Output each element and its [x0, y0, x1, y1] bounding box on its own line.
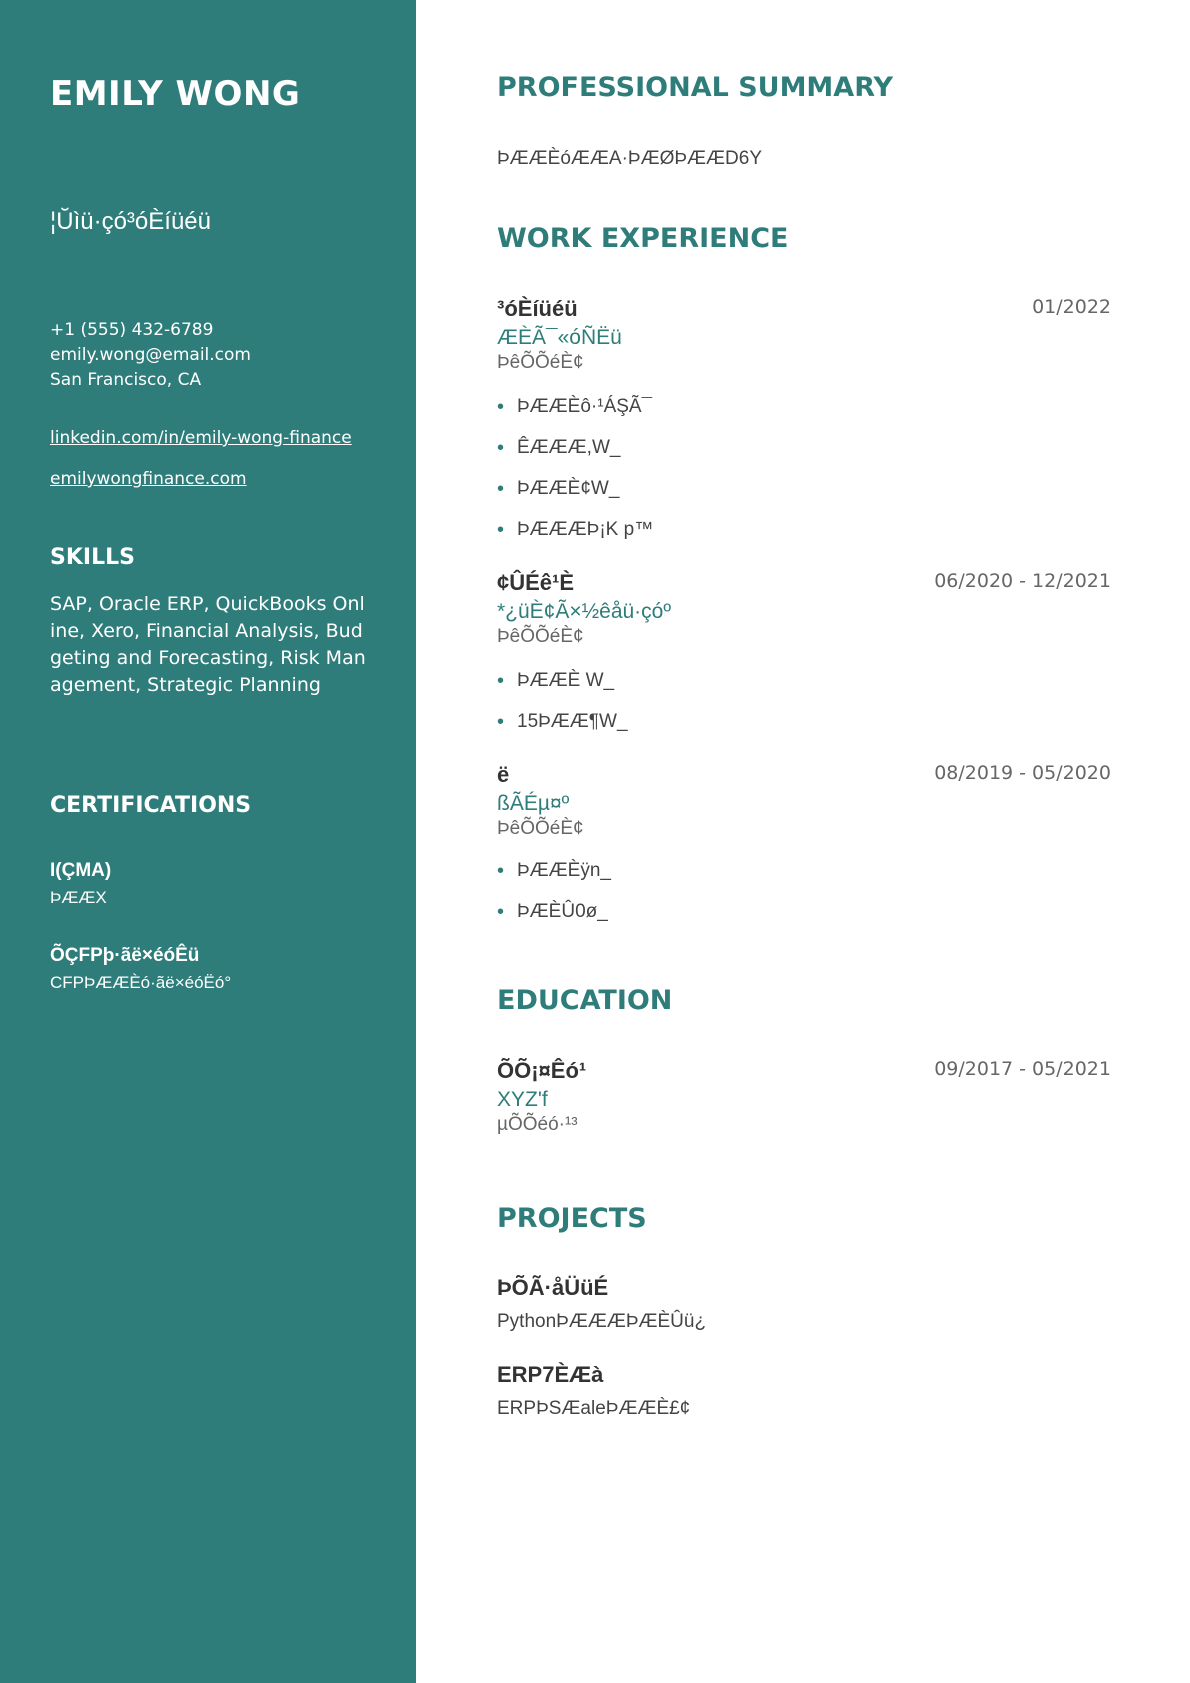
project-entry: [497, 1275, 1111, 1333]
job-location: ÞêÕÕéÈ¢: [497, 626, 584, 647]
website-link[interactable]: emilywongfinance.com: [50, 469, 247, 489]
experience-heading: WORK EXPERIENCE: [497, 223, 789, 254]
education-heading: EDUCATION: [497, 985, 673, 1016]
email: emily.wong@email.com: [50, 345, 251, 365]
job-company: ßÃÉµ¤º: [497, 792, 570, 815]
skills-heading: SKILLS: [50, 545, 135, 570]
job-bullet: • ÞÆÆÈ¢W_: [497, 478, 619, 500]
certification-item: [50, 945, 231, 993]
job-entry: [497, 762, 1111, 922]
projects-heading: PROJECTS: [497, 1203, 647, 1234]
job-bullet: • ÞÆÆÈÿn_: [497, 860, 611, 882]
job-bullet: • ÞÆÆÈ W_: [497, 670, 614, 692]
candidate-title: ¦Ŭìü·çó³óÈíüéü: [50, 208, 211, 235]
job-entry: [497, 570, 1111, 732]
certifications-heading: CERTIFICATIONS: [50, 793, 252, 818]
certification-issuer: CFPÞÆÆÈó·ãë×éóËó°: [50, 973, 232, 992]
contact-block: [50, 318, 251, 393]
project-entry: [497, 1362, 1111, 1420]
education-date: 09/2017 - 05/2021: [934, 1058, 1111, 1080]
project-name: ERP7ÈÆà: [497, 1362, 604, 1387]
job-title: ¢ÛÉê¹È: [497, 570, 575, 595]
summary-text: ÞÆÆÈóÆÆA·ÞÆØÞÆÆD6Y: [497, 148, 762, 169]
education-degree: ÕÕ¡¤Êó¹: [497, 1058, 587, 1083]
education-field: µÕÕéó·¹³: [497, 1114, 578, 1135]
job-bullet: • 15ÞÆÆ¶W_: [497, 711, 628, 733]
job-company: ÆÈÃ¯«óÑËü: [497, 326, 622, 349]
project-description: ERPÞSÆaleÞÆÆÈ£¢: [497, 1398, 691, 1419]
location: San Francisco, CA: [50, 370, 202, 390]
linkedin-link[interactable]: linkedin.com/in/emily-wong-finance: [50, 428, 352, 448]
job-entry: [497, 296, 1111, 540]
summary-heading: PROFESSIONAL SUMMARY: [497, 72, 894, 103]
job-date: 01/2022: [1032, 296, 1111, 318]
education-entry: [497, 1058, 1111, 1136]
job-location: ÞêÕÕéÈ¢: [497, 818, 584, 839]
phone: +1 (555) 432-6789: [50, 320, 214, 340]
job-location: ÞêÕÕéÈ¢: [497, 352, 584, 373]
job-title: ë: [497, 762, 510, 787]
job-bullet: • ÊÆÆÆ,W_: [497, 437, 620, 459]
project-description: PythonÞÆÆÆÞÆÈÛü¿: [497, 1311, 707, 1332]
job-bullet: • ÞÆÆÈô·¹ÁŞÃ¯: [497, 396, 652, 418]
job-company: *¿üÈ¢Ã×½êåü·çóº: [497, 600, 672, 623]
candidate-name: EMILY WONG: [50, 74, 301, 114]
education-school: XYZ'f: [497, 1088, 548, 1111]
job-date: 08/2019 - 05/2020: [934, 762, 1111, 784]
main-content: [497, 0, 1111, 1683]
project-name: ÞÕÃ·åÜüÉ: [497, 1275, 609, 1300]
job-bullet: • ÞÆÈÛ0ø_: [497, 901, 608, 923]
job-date: 06/2020 - 12/2021: [934, 570, 1111, 592]
sidebar: [0, 0, 416, 1683]
skills-list: SAP, Oracle ERP, QuickBooks Online, Xero, Financial Analysis, Budgeting and Forecasting, Risk Management, Strategic Planning: [50, 593, 366, 696]
certification-name: I(ÇMA): [50, 860, 112, 881]
certification-item: [50, 860, 111, 908]
job-title: ³óÈíüéü: [497, 296, 578, 321]
job-bullet: • ÞÆÆÆÞ¡K p™: [497, 519, 653, 541]
certification-issuer: ÞÆÆX: [50, 888, 107, 907]
certification-name: ÕÇFPþ·ãë×éóÊü: [50, 945, 200, 966]
